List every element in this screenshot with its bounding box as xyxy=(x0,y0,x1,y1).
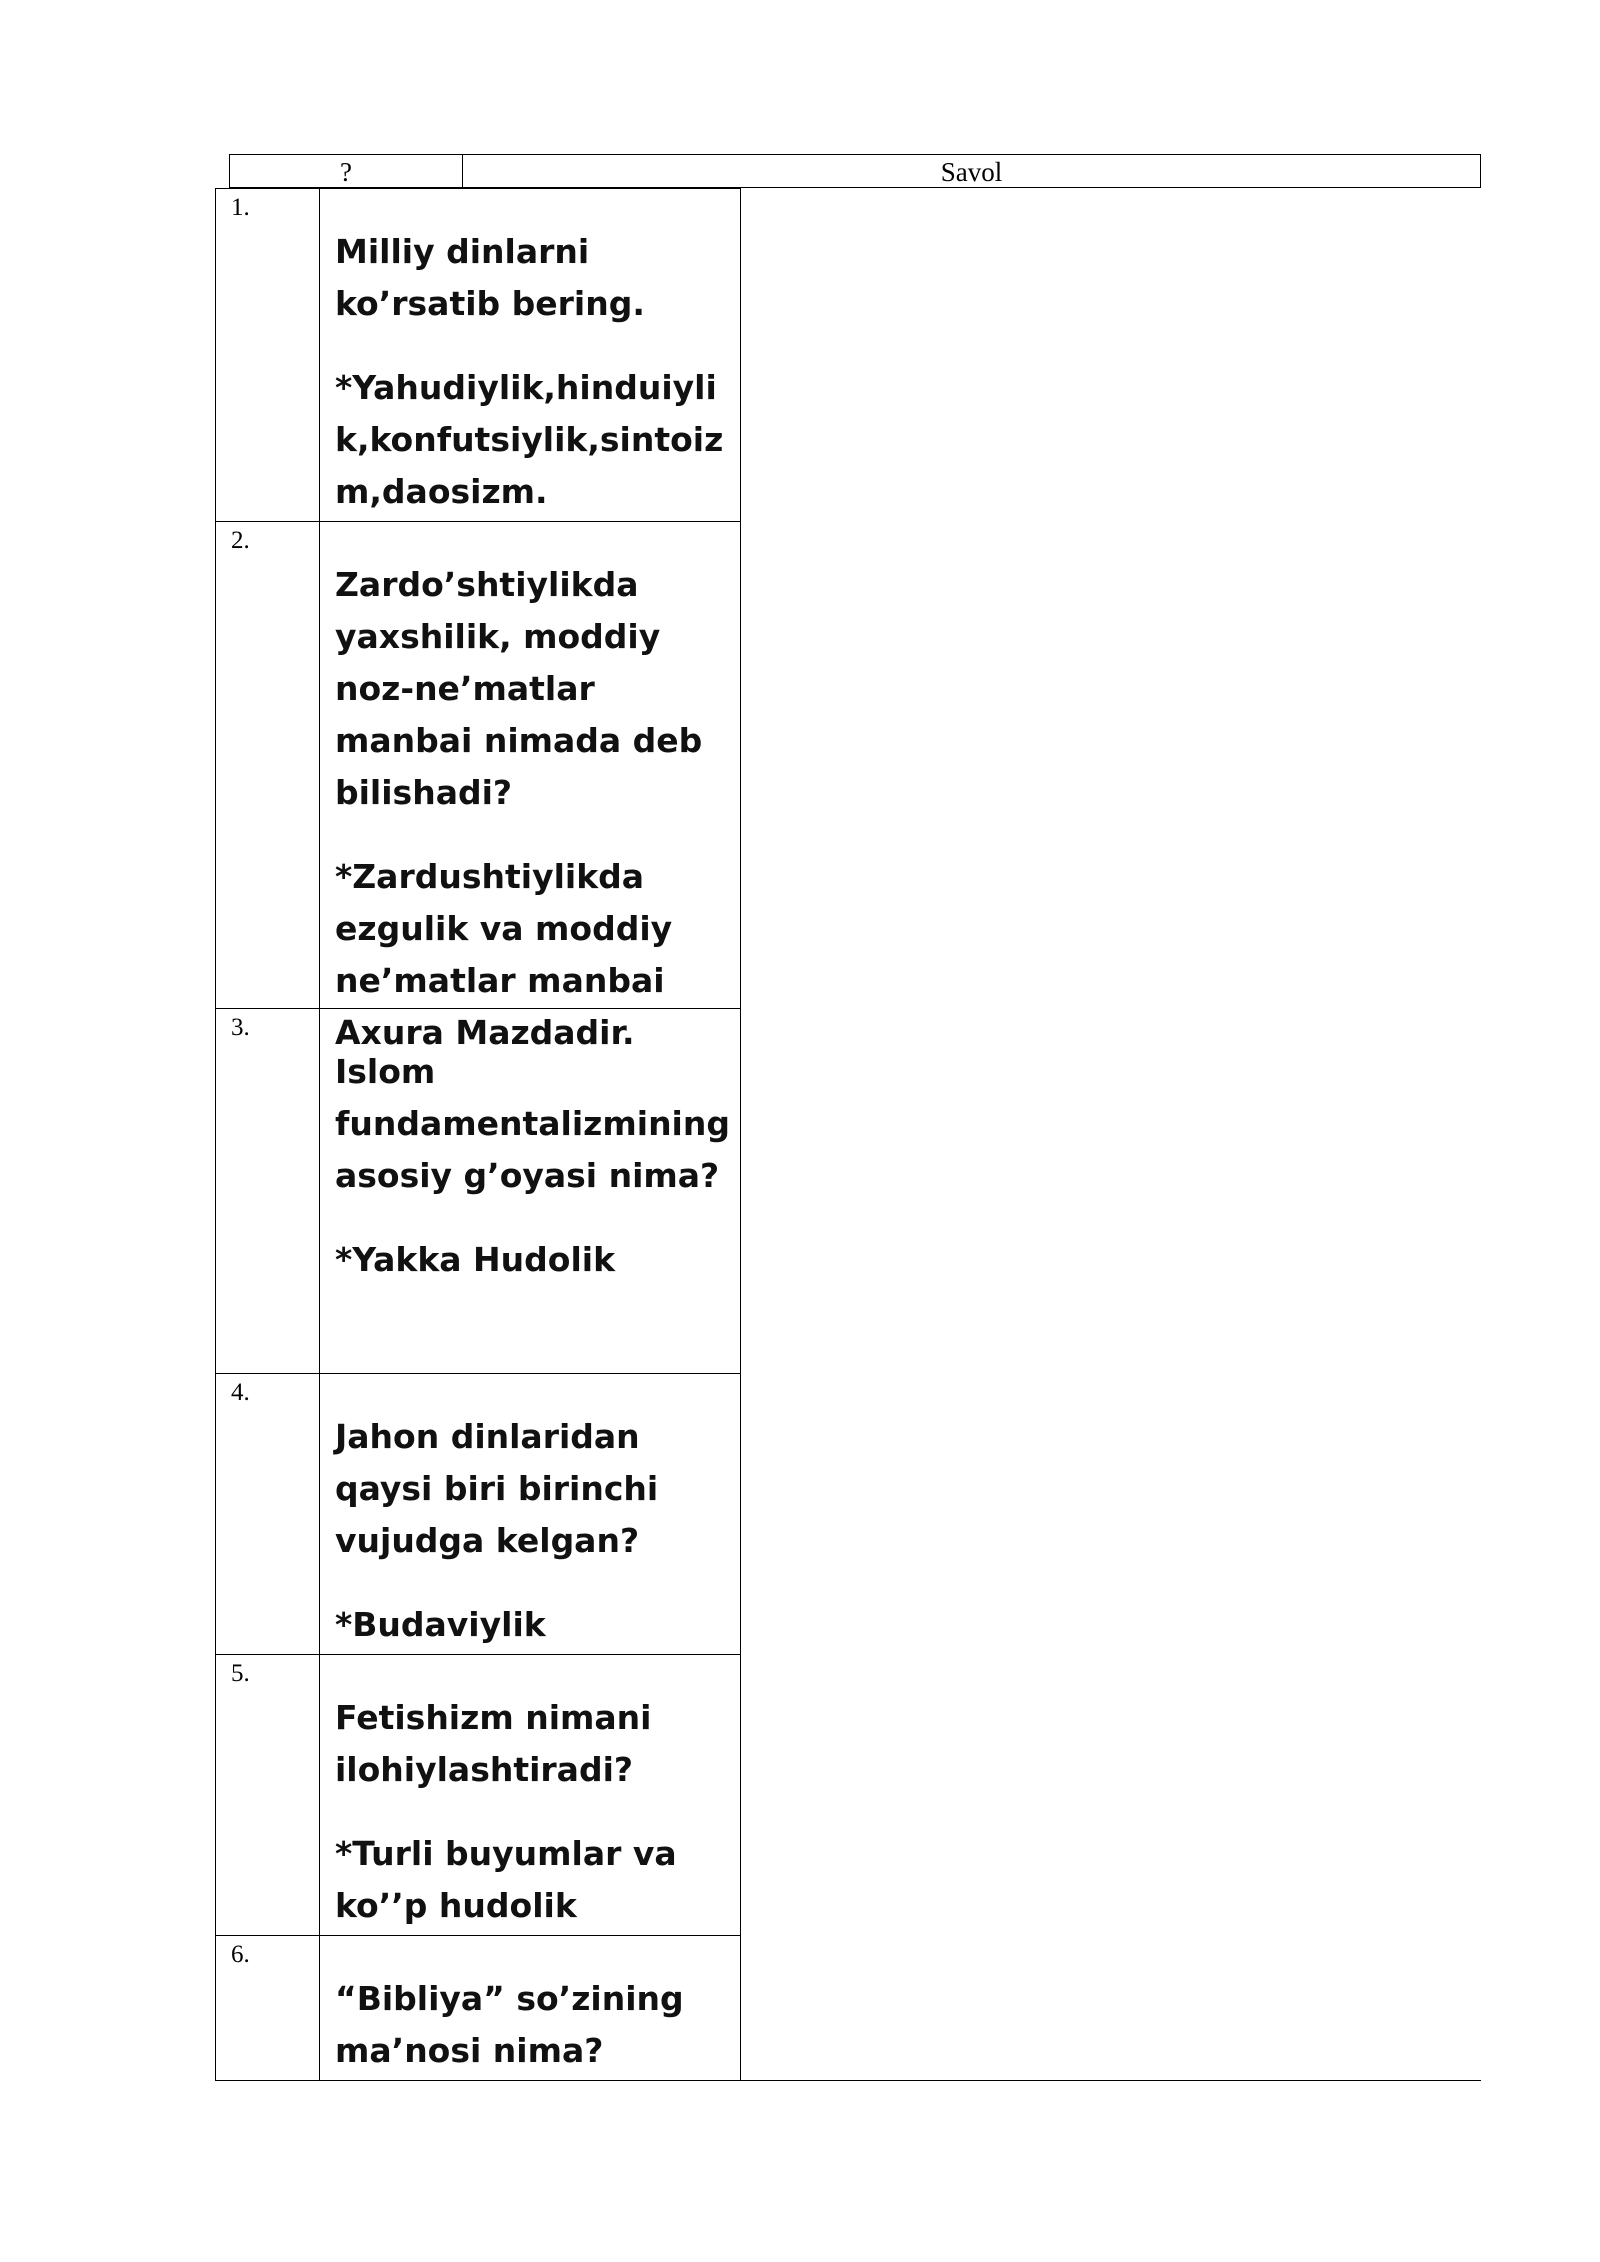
table-row xyxy=(215,521,741,1052)
table-row xyxy=(215,188,741,521)
answer-text: *Yahudiylik,hinduiylik,konfutsiylik,sintoizm,daosizm. xyxy=(335,368,724,511)
header-cell-number: ? xyxy=(230,155,463,187)
table-row xyxy=(215,1654,741,1935)
row-number: 4. xyxy=(231,1379,250,1406)
header-cell-question: Savol xyxy=(940,157,1003,187)
row-number: 3. xyxy=(231,1014,250,1041)
table-header xyxy=(229,154,1481,188)
question-text: Islom fundamentalizmining asosiy g’oyasi nima? xyxy=(335,1052,730,1195)
row-number: 2. xyxy=(231,527,250,554)
table-row xyxy=(215,1373,741,1654)
question-cell xyxy=(335,1973,735,2077)
question-cell xyxy=(335,1411,735,1651)
question-text: Jahon dinlaridan qaysi biri birinchi vujudga kelgan? xyxy=(335,1417,659,1560)
question-cell xyxy=(335,226,735,518)
row-number: 6. xyxy=(231,1941,250,1968)
answer-text: *Yakka Hudolik xyxy=(335,1240,616,1279)
question-text: Milliy dinlarni ko’rsatib bering. xyxy=(335,232,645,323)
answer-text: *Budaviylik xyxy=(335,1605,546,1644)
question-cell xyxy=(335,559,735,1059)
question-text: Zardo’shtiylikda yaxshilik, moddiy noz-ne’matlar manbai nimada deb bilishadi? xyxy=(335,565,703,812)
question-text: Fetishizm nimani ilohiylashtiradi? xyxy=(335,1698,652,1789)
question-cell xyxy=(335,1046,735,1286)
table-row xyxy=(215,1008,741,1373)
answer-text: *Turli buyumlar va ko’’p hudolik xyxy=(335,1834,677,1925)
row-number: 1. xyxy=(231,194,250,221)
table-row xyxy=(215,1935,741,2080)
row-number: 5. xyxy=(231,1660,250,1687)
question-cell xyxy=(335,1692,735,1932)
table-border-bottom xyxy=(215,2080,1481,2081)
answer-text: *Zardushtiylikda ezgulik va moddiy ne’matlar manbai Axura Mazdadir. xyxy=(335,857,673,1052)
question-text: “Bibliya” so’zining ma’nosi nima? xyxy=(335,1979,684,2070)
